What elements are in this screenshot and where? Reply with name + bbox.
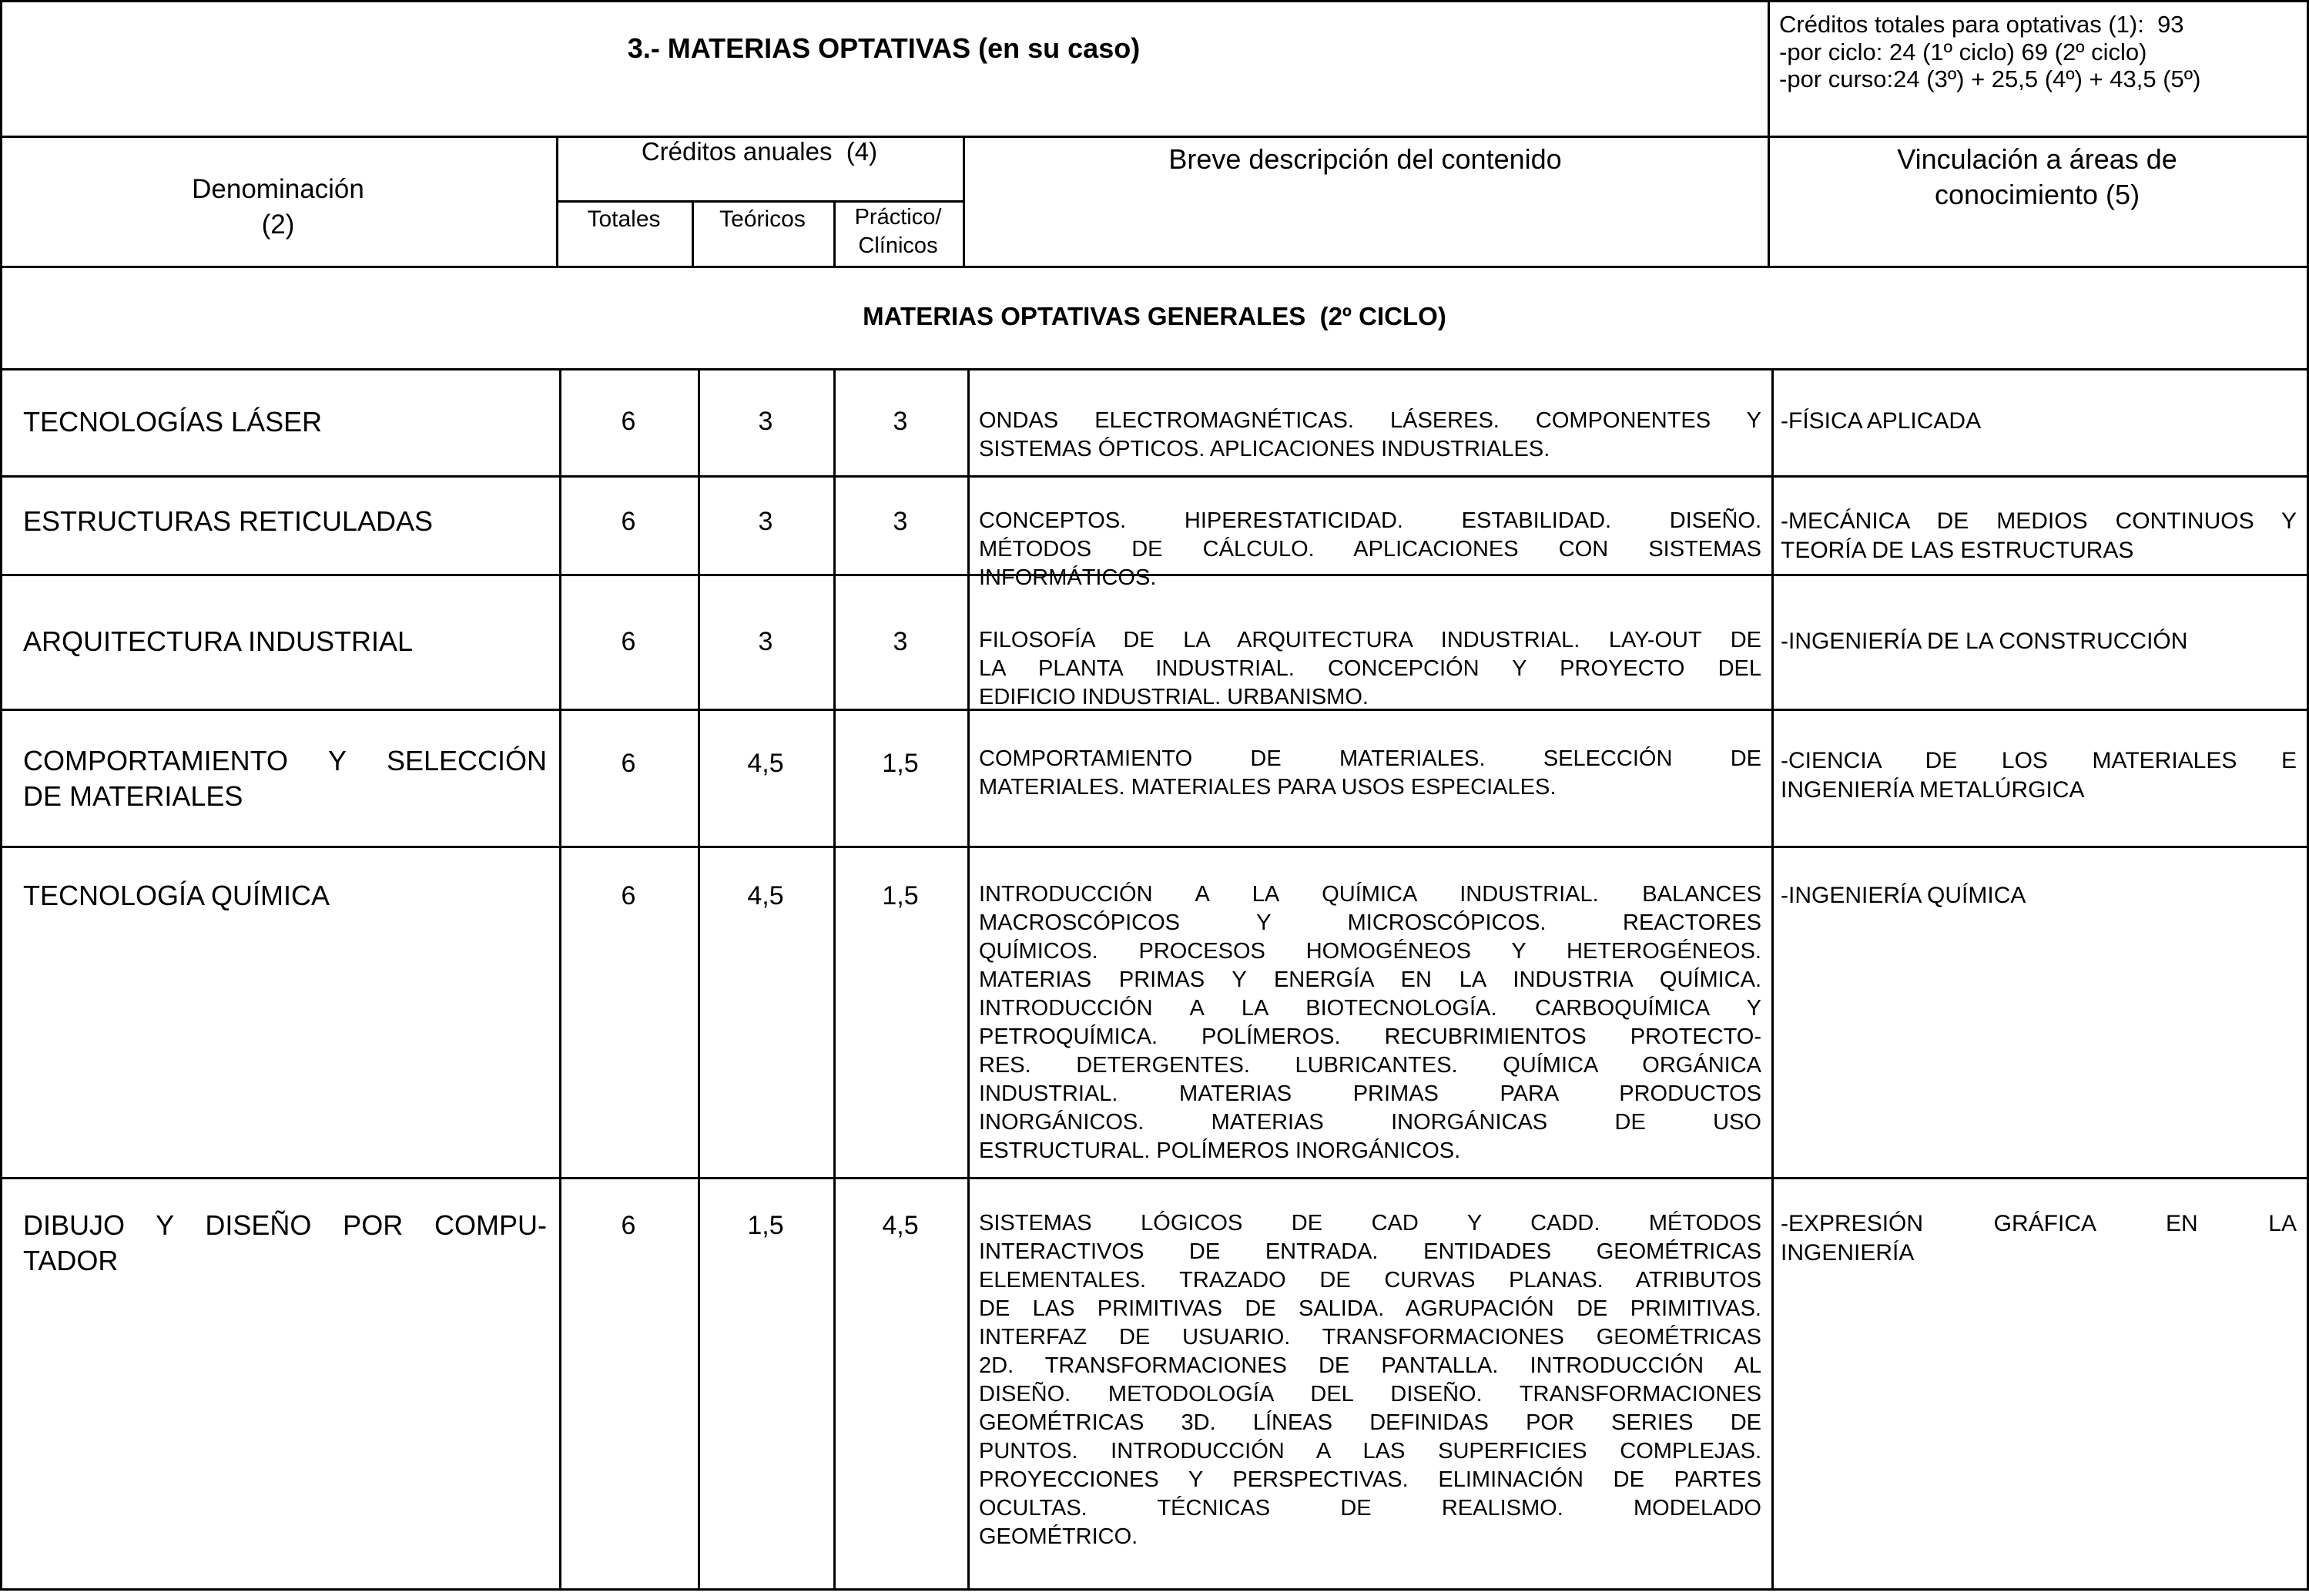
description-line: INTRODUCCIÓN A LA QUÍMICA INDUSTRIAL. BALANCES (979, 882, 1761, 907)
description-line: QUÍMICOS. PROCESOS HOMOGÉNEOS Y HETEROGÉNEOS. (979, 939, 1761, 964)
column-header-denominacion: Denominación (192, 174, 364, 204)
cell-practicos: 3 (893, 507, 908, 536)
cell-area (1781, 507, 2297, 565)
description-line: INTRODUCCIÓN A LA BIOTECNOLOGÍA. CARBOQUÍMICA Y (979, 996, 1761, 1021)
column-header-creditos: Créditos anuales (4) (641, 137, 878, 166)
cell-area (1781, 627, 2297, 656)
table-row-name (23, 404, 547, 440)
description-line: PUNTOS. INTRODUCCIÓN A LAS SUPERFICIES COMPLEJAS. (979, 1439, 1761, 1464)
description-line: INTERACTIVOS DE ENTRADA. ENTIDADES GEOMÉTRICAS (979, 1239, 1761, 1264)
rule (1771, 368, 1774, 1591)
cell-totales: 6 (621, 407, 636, 436)
cell-teoricos: 4,5 (747, 881, 784, 910)
column-header-practicos: Práctico/ (854, 205, 942, 230)
credits-per-cycle: -por ciclo: 24 (1º ciclo) 69 (2º ciclo) (1779, 38, 2147, 65)
row-name-line: TECNOLOGÍA QUÍMICA (23, 880, 330, 911)
cell-totales: 6 (621, 881, 636, 910)
description-line: INFORMÁTICOS. (979, 565, 1157, 590)
area-line: TEORÍA DE LAS ESTRUCTURAS (1781, 538, 2134, 563)
rule (0, 266, 2309, 268)
description-line: 2D. TRANSFORMACIONES DE PANTALLA. INTRODUCCIÓN AL (979, 1353, 1761, 1378)
rule (556, 200, 963, 203)
description-line: FILOSOFÍA DE LA ARQUITECTURA INDUSTRIAL. LAY-OUT DE (979, 628, 1761, 652)
column-header-vinculacion: Vinculación a áreas de (1897, 143, 2177, 175)
description-line: EDIFICIO INDUSTRIAL. URBANISMO. (979, 685, 1369, 709)
cell-area (1781, 881, 2297, 910)
area-line: -INGENIERÍA DE LA CONSTRUCCIÓN (1781, 629, 2188, 654)
cell-totales: 6 (621, 1211, 636, 1240)
row-name-line: TADOR (23, 1245, 119, 1276)
area-line: -MECÁNICA DE MEDIOS CONTINUOS Y (1781, 508, 2297, 534)
table-row-name (23, 878, 547, 914)
row-name-line: COMPORTAMIENTO Y SELECCIÓN (23, 745, 547, 776)
description-line: INTERFAZ DE USUARIO. TRANSFORMACIONES GEOMÉTRICAS (979, 1325, 1761, 1350)
page-title: 3.- MATERIAS OPTATIVAS (en su caso) (627, 32, 1141, 64)
rule (0, 1588, 2309, 1591)
row-name-line: ARQUITECTURA INDUSTRIAL (23, 625, 414, 657)
cell-area (1781, 407, 2297, 436)
description-line: MATERIALES. MATERIALES PARA USOS ESPECIALES. (979, 775, 1557, 800)
cell-teoricos: 1,5 (747, 1211, 784, 1240)
description-line: GEOMÉTRICO. (979, 1524, 1138, 1549)
cell-description (979, 1209, 1761, 1551)
description-line: PROYECCIONES Y PERSPECTIVAS. ELIMINACIÓN DE PARTES (979, 1467, 1761, 1492)
rule (0, 846, 2309, 848)
cell-totales: 6 (621, 507, 636, 536)
cell-practicos: 3 (893, 627, 908, 656)
description-line: DE LAS PRIMITIVAS DE SALIDA. AGRUPACIÓN DE PRIMITIVAS. (979, 1296, 1761, 1321)
area-line: INGENIERÍA (1781, 1240, 1915, 1266)
description-line: RES. DETERGENTES. LUBRICANTES. QUÍMICA ORGÁNICA (979, 1053, 1761, 1078)
table-row-name (23, 624, 547, 659)
cell-description (979, 626, 1761, 712)
description-line: OCULTAS. TÉCNICAS DE REALISMO. MODELADO (979, 1496, 1761, 1521)
description-line: ELEMENTALES. TRAZADO DE CURVAS PLANAS. ATRIBUTOS (979, 1268, 1761, 1293)
cell-teoricos: 3 (758, 407, 773, 436)
table-row-name (23, 743, 547, 814)
column-header-practicos-2: Clínicos (858, 233, 938, 258)
cell-totales: 6 (621, 749, 636, 778)
description-line: INDUSTRIAL. MATERIAS PRIMAS PARA PRODUCTOS (979, 1081, 1761, 1106)
row-name-line: TECNOLOGÍAS LÁSER (23, 406, 323, 438)
row-name-line: ESTRUCTURAS RETICULADAS (23, 505, 434, 537)
credits-per-year: -por curso:24 (3º) + 25,5 (4º) + 43,5 (5º) (1779, 65, 2201, 93)
table-row-name (23, 1208, 547, 1279)
rule (1768, 0, 1770, 268)
row-name-line: DE MATERIALES (23, 780, 243, 812)
cell-practicos: 3 (893, 407, 908, 436)
rule (698, 368, 700, 1591)
description-line: DISEÑO. METODOLOGÍA DEL DISEÑO. TRANSFORMACIONES (979, 1382, 1761, 1407)
cell-description (979, 507, 1761, 592)
rule (967, 368, 970, 1591)
cell-practicos: 4,5 (882, 1211, 919, 1240)
description-line: INORGÁNICOS. MATERIAS INORGÁNICAS DE USO (979, 1110, 1761, 1135)
cell-area (1781, 746, 2297, 805)
column-header-denominacion-note: (2) (261, 210, 295, 240)
cell-description (979, 880, 1761, 1165)
cell-description (979, 745, 1761, 802)
description-line: COMPORTAMIENTO DE MATERIALES. SELECCIÓN DE (979, 746, 1761, 771)
area-line: -CIENCIA DE LOS MATERIALES E (1781, 748, 2297, 773)
table-row-name (23, 504, 547, 539)
area-line: INGENIERÍA METALÚRGICA (1781, 777, 2085, 803)
description-line: MACROSCÓPICOS Y MICROSCÓPICOS. REACTORES (979, 910, 1761, 935)
section-title: MATERIAS OPTATIVAS GENERALES (2º CICLO) (863, 302, 1446, 330)
description-line: ESTRUCTURAL. POLÍMEROS INORGÁNICOS. (979, 1138, 1461, 1163)
cell-description (979, 407, 1761, 464)
description-line: LA PLANTA INDUSTRIAL. CONCEPCIÓN Y PROYECTO DEL (979, 656, 1761, 681)
description-line: CONCEPTOS. HIPERESTATICIDAD. ESTABILIDAD. DISEÑO. (979, 508, 1761, 533)
column-header-vinculacion-2: conocimiento (5) (1934, 179, 2140, 210)
cell-teoricos: 4,5 (747, 749, 784, 778)
cell-teoricos: 3 (758, 507, 773, 536)
rule (833, 368, 836, 1591)
rule (0, 0, 2309, 2)
area-line: -EXPRESIÓN GRÁFICA EN LA (1781, 1211, 2297, 1236)
row-name-line: DIBUJO Y DISEÑO POR COMPU- (23, 1209, 547, 1241)
credits-total: Créditos totales para optativas (1): 93 (1779, 11, 2184, 38)
cell-area (1781, 1209, 2297, 1268)
cell-practicos: 1,5 (882, 749, 919, 778)
description-line: GEOMÉTRICAS 3D. LÍNEAS DEFINIDAS POR SERIES DE (979, 1410, 1761, 1435)
rule (0, 136, 2309, 138)
rule (0, 1177, 2309, 1179)
column-header-totales: Totales (587, 206, 661, 232)
column-header-descripcion: Breve descripción del contenido (1168, 143, 1562, 175)
rule (559, 368, 561, 1591)
description-line: MÉTODOS DE CÁLCULO. APLICACIONES CON SISTEMAS (979, 537, 1761, 562)
cell-teoricos: 3 (758, 627, 773, 656)
credits-info (1779, 11, 2303, 93)
description-line: SISTEMAS LÓGICOS DE CAD Y CADD. MÉTODOS (979, 1211, 1761, 1236)
rule (0, 368, 2309, 370)
description-line: PETROQUÍMICA. POLÍMEROS. RECUBRIMIENTOS PROTECTO- (979, 1024, 1761, 1049)
column-header-teoricos: Teóricos (719, 206, 806, 232)
cell-practicos: 1,5 (882, 881, 919, 910)
cell-totales: 6 (621, 627, 636, 656)
area-line: -FÍSICA APLICADA (1781, 408, 1982, 434)
description-line: ONDAS ELECTROMAGNÉTICAS. LÁSERES. COMPONENTES Y (979, 408, 1761, 433)
area-line: -INGENIERÍA QUÍMICA (1781, 883, 2026, 908)
description-line: MATERIAS PRIMAS Y ENERGÍA EN LA INDUSTRIA QUÍMICA. (979, 967, 1761, 992)
description-line: SISTEMAS ÓPTICOS. APLICACIONES INDUSTRIALES. (979, 437, 1550, 461)
rule (0, 475, 2309, 478)
